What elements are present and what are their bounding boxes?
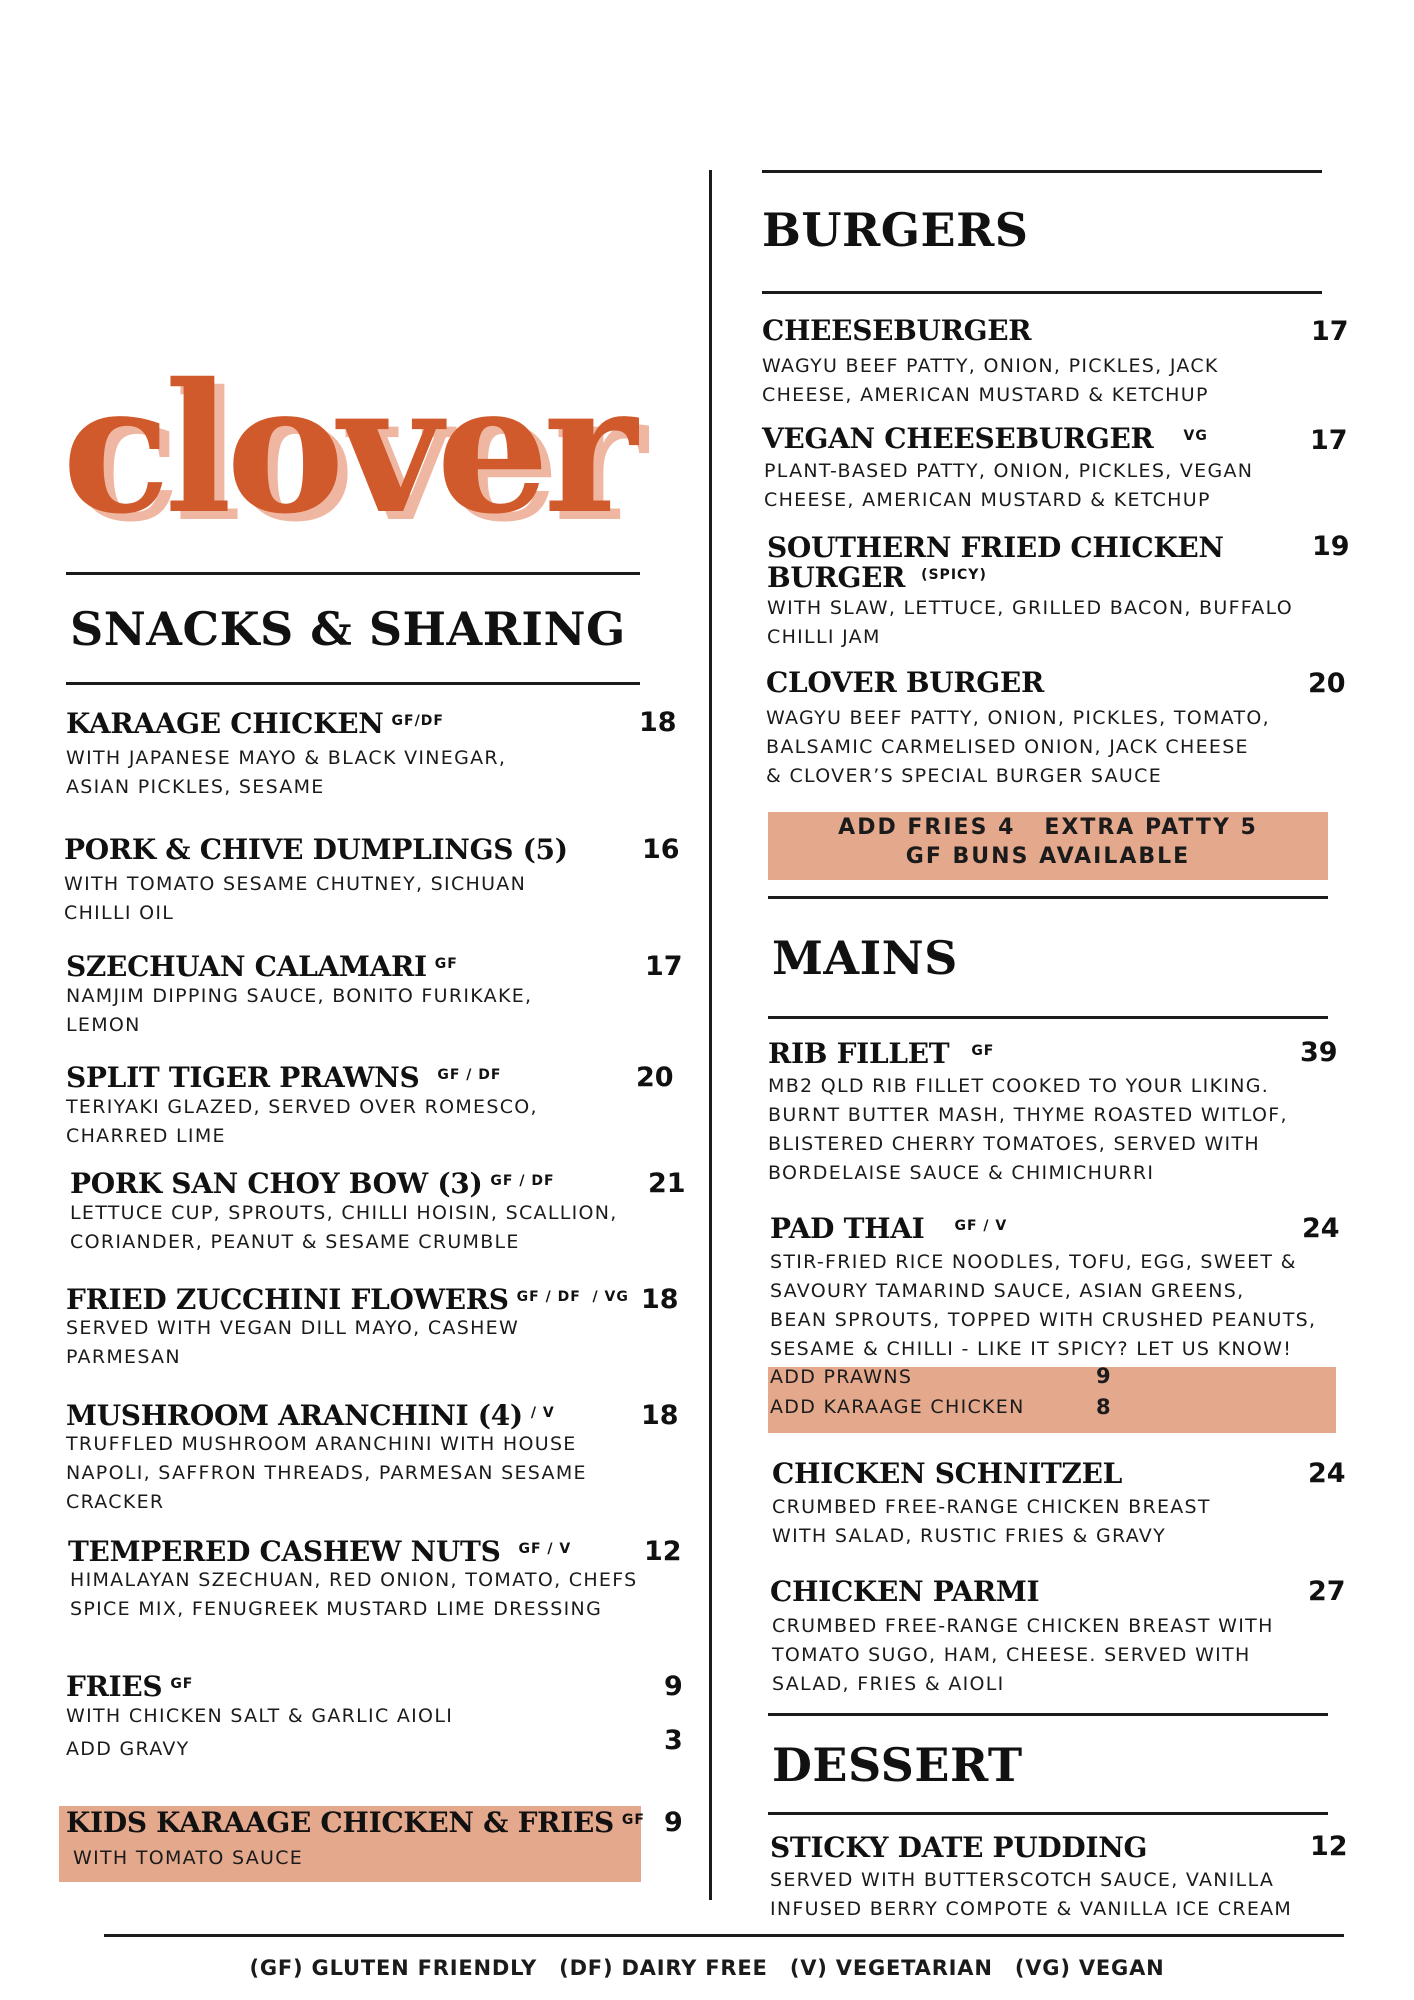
menu-item-name: SPLIT TIGER PRAWNS $^{GF / DF}$	[66, 1061, 502, 1094]
menu-item-name: VEGAN CHEESEBURGER $^{VG}$	[762, 422, 1208, 455]
menu-item-description: MB2 QLD RIB FILLET COOKED TO YOUR LIKING. BURNT BUTTER MASH, THYME ROASTED WITLOF, BLISTERED CHERRY TOMATOES, SERVED WITH BORDELAISE SAUCE & CHIMICHURRI	[768, 1075, 1288, 1184]
dietary-tag: GF / V	[518, 1541, 572, 1557]
divider	[762, 170, 1322, 173]
section-title-burgers: BURGERS	[762, 203, 1029, 257]
menu-item-price: 17	[645, 951, 683, 982]
dietary-tag: GF / DF	[437, 1067, 502, 1083]
menu-item-description: TRUFFLED MUSHROOM ARANCHINI WITH HOUSE NAPOLI, SAFFRON THREADS, PARMESAN SESAME CRACKER	[66, 1433, 587, 1513]
menu-item-description: CRUMBED FREE-RANGE CHICKEN BREAST WITH TOMATO SUGO, HAM, CHEESE. SERVED WITH SALAD, FRIES & AIOLI	[772, 1615, 1274, 1695]
dietary-tag: GF	[170, 1676, 194, 1692]
menu-item-description: WITH TOMATO SAUCE	[73, 1847, 304, 1869]
menu-item-name-line2: BURGER $^{(SPICY)}$	[767, 561, 987, 594]
dietary-tag: GF	[621, 1812, 645, 1828]
dietary-tag: / V	[530, 1405, 555, 1421]
menu-item-name: CLOVER BURGER	[766, 666, 1044, 699]
add-gravy-label: ADD GRAVY	[66, 1738, 190, 1760]
menu-item-price: 21	[648, 1168, 686, 1199]
divider	[768, 896, 1328, 899]
menu-item-name: FRIES $^{GF}$	[66, 1670, 194, 1703]
section-title-snacks: SNACKS & SHARING	[70, 602, 626, 656]
menu-item-name: STICKY DATE PUDDING	[770, 1831, 1148, 1864]
dietary-tag: VG	[1183, 428, 1208, 444]
menu-item-description: WAGYU BEEF PATTY, ONION, PICKLES, JACK CHEESE, AMERICAN MUSTARD & KETCHUP	[762, 355, 1219, 406]
menu-item-description: WAGYU BEEF PATTY, ONION, PICKLES, TOMATO, BALSAMIC CARMELISED ONION, JACK CHEESE & CLOVER’S SPECIAL BURGER SAUCE	[766, 707, 1270, 787]
menu-item-description: STIR-FRIED RICE NOODLES, TOFU, EGG, SWEET & SAVOURY TAMARIND SAUCE, ASIAN GREENS, BEAN SPROUTS, TOPPED WITH CRUSHED PEANUTS, SESAME & CHILLI - LIKE IT SPICY? LET US KNOW!	[770, 1251, 1317, 1360]
menu-item-price: 9	[664, 1671, 683, 1702]
column-divider	[709, 170, 712, 1900]
menu-item-price: 24	[1302, 1213, 1340, 1244]
menu-item-name: CHICKEN PARMI	[770, 1575, 1040, 1608]
menu-item-description: SERVED WITH VEGAN DILL MAYO, CASHEW PARMESAN	[66, 1317, 520, 1368]
menu-item-name: SZECHUAN CALAMARI $^{GF}$	[66, 950, 458, 983]
menu-item-description: CRUMBED FREE-RANGE CHICKEN BREAST WITH SALAD, RUSTIC FRIES & GRAVY	[772, 1496, 1211, 1547]
divider	[768, 1812, 1328, 1815]
menu-item-name: CHICKEN SCHNITZEL	[772, 1457, 1122, 1490]
divider	[768, 1016, 1328, 1019]
menu-item-name: SOUTHERN FRIED CHICKEN	[767, 531, 1224, 564]
menu-item-price: 20	[1308, 668, 1346, 699]
menu-item-name: KARAAGE CHICKEN $^{GF/DF}$	[66, 707, 444, 740]
divider	[762, 291, 1322, 294]
menu-item-price: 19	[1312, 531, 1350, 562]
menu-item-description: WITH JAPANESE MAYO & BLACK VINEGAR, ASIAN PICKLES, SESAME	[66, 747, 507, 798]
legend-vg: (VG) VEGAN	[1014, 1956, 1165, 1980]
section-title-mains: MAINS	[772, 931, 958, 985]
menu-item-description: WITH SLAW, LETTUCE, GRILLED BACON, BUFFALO CHILLI JAM	[767, 597, 1294, 648]
divider	[66, 572, 640, 575]
menu-item-description: LETTUCE CUP, SPROUTS, CHILLI HOISIN, SCALLION, CORIANDER, PEANUT & SESAME CRUMBLE	[70, 1202, 618, 1253]
dietary-tag: GF / DF	[490, 1173, 555, 1189]
dietary-tag: GF	[971, 1043, 995, 1059]
dietary-tag: GF	[434, 956, 458, 972]
menu-item-name: RIB FILLET $^{GF}$	[768, 1037, 995, 1070]
addon-label: ADD PRAWNS	[770, 1366, 913, 1388]
addon-label: ADD KARAAGE CHICKEN	[770, 1396, 1025, 1418]
footer-divider	[104, 1934, 1344, 1937]
menu-item-price: 17	[1310, 425, 1348, 456]
menu-item-price: 18	[641, 1400, 679, 1431]
legend-gf: (GF) GLUTEN FRIENDLY	[249, 1956, 538, 1980]
menu-item-name: CHEESEBURGER	[762, 314, 1032, 347]
addon-price: 9	[1096, 1364, 1112, 1388]
menu-item-description: WITH CHICKEN SALT & GARLIC AIOLI	[66, 1705, 454, 1727]
menu-item-price: 18	[639, 707, 677, 738]
menu-item-price: 18	[641, 1284, 679, 1315]
menu-item-description: NAMJIM DIPPING SAUCE, BONITO FURIKAKE, LEMON	[66, 985, 533, 1036]
menu-item-description: SERVED WITH BUTTERSCOTCH SAUCE, VANILLA INFUSED BERRY COMPOTE & VANILLA ICE CREAM	[770, 1869, 1293, 1920]
spicy-tag: (SPICY)	[921, 567, 987, 583]
menu-item-price: 16	[642, 834, 680, 865]
menu-item-name: TEMPERED CASHEW NUTS $^{GF / V}$	[68, 1535, 572, 1568]
menu-item-name: FRIED ZUCCHINI FLOWERS $^{GF / DF / VG}$	[66, 1283, 629, 1316]
menu-item-price: 20	[636, 1062, 674, 1093]
menu-item-name: KIDS KARAAGE CHICKEN & FRIES $^{GF}$	[66, 1806, 645, 1839]
menu-item-name: PAD THAI $^{GF / V}$	[770, 1212, 1008, 1245]
menu-item-price: 39	[1300, 1037, 1338, 1068]
legend-v: (V) VEGETARIAN	[789, 1956, 993, 1980]
menu-item-name: MUSHROOM ARANCHINI (4) $^{/ V}$	[66, 1399, 555, 1432]
dietary-tag: GF / V	[954, 1218, 1008, 1234]
menu-item-price: 17	[1311, 316, 1349, 347]
burger-extras-text: ADD FRIES 4 EXTRA PATTY 5 GF BUNS AVAILABLE	[838, 815, 1258, 869]
menu-item-description: WITH TOMATO SESAME CHUTNEY, SICHUAN CHILLI OIL	[64, 873, 527, 924]
divider	[66, 682, 640, 685]
section-title-dessert: DESSERT	[772, 1738, 1023, 1792]
menu-item-price: 9	[664, 1807, 683, 1838]
add-gravy-price: 3	[664, 1725, 683, 1756]
menu-item-price: 12	[1310, 1831, 1348, 1862]
dietary-tag: GF/DF	[391, 713, 444, 729]
menu-item-description: HIMALAYAN SZECHUAN, RED ONION, TOMATO, CHEFS SPICE MIX, FENUGREEK MUSTARD LIME DRESSING	[70, 1569, 638, 1620]
menu-item-name: PORK SAN CHOY BOW (3) $^{GF / DF}$	[70, 1167, 555, 1200]
divider	[768, 1713, 1328, 1716]
addon-price: 8	[1096, 1395, 1112, 1419]
menu-item-description: PLANT-BASED PATTY, ONION, PICKLES, VEGAN CHEESE, AMERICAN MUSTARD & KETCHUP	[764, 460, 1254, 511]
menu-item-price: 24	[1308, 1458, 1346, 1489]
dietary-tag: GF / DF / VG	[516, 1289, 629, 1305]
menu-item-price: 27	[1308, 1576, 1346, 1607]
menu-item-price: 12	[644, 1536, 682, 1567]
menu-item-description: TERIYAKI GLAZED, SERVED OVER ROMESCO, CHARRED LIME	[66, 1096, 538, 1147]
dietary-legend	[0, 1956, 1414, 1980]
legend-df: (DF) DAIRY FREE	[559, 1956, 768, 1980]
menu-item-name: PORK & CHIVE DUMPLINGS (5)	[64, 833, 568, 866]
clover-logo: clover	[62, 344, 632, 553]
